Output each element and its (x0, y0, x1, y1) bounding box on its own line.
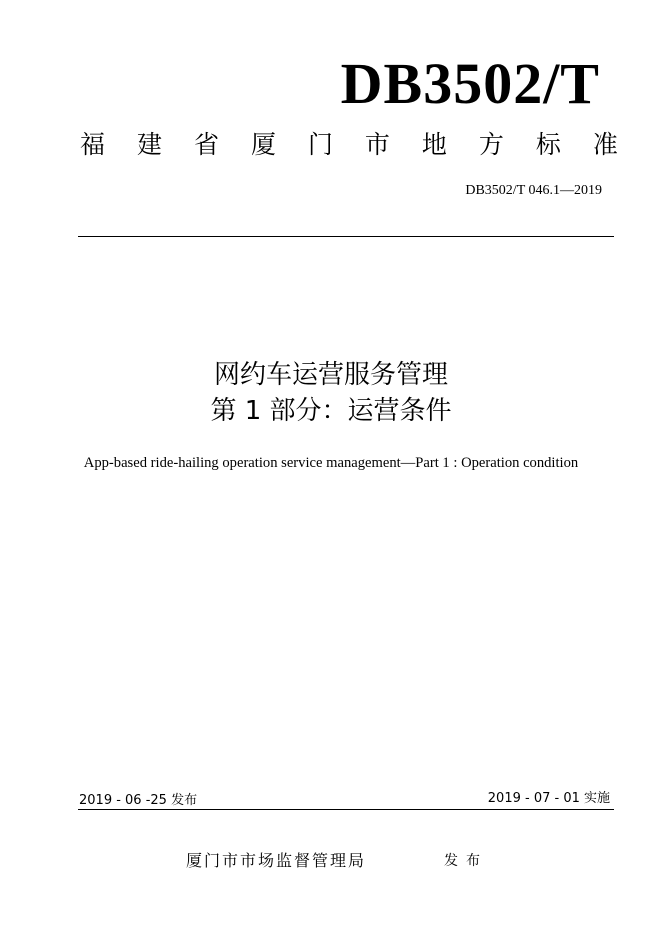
footer-divider (78, 809, 614, 810)
title-chinese-main: 网约车运营服务管理 (213, 360, 448, 390)
standard-code: DB3502/T (340, 51, 600, 116)
issue-date: 2019 - 06 -25 发布 (79, 793, 198, 808)
category-char: 福 (80, 130, 106, 159)
issue-action-label: 发布 (444, 853, 488, 869)
standard-category (80, 128, 618, 162)
category-char: 地 (421, 130, 447, 159)
issuing-authority: 厦门市市场监督管理局 (186, 851, 367, 870)
standard-number: DB3502/T 046.1—2019 (465, 183, 602, 198)
category-char: 方 (478, 130, 504, 159)
title-chinese-part: 第 1 部分：运营条件 (210, 396, 452, 426)
category-char: 门 (307, 130, 333, 159)
header-divider (78, 236, 614, 237)
category-char: 准 (592, 130, 618, 159)
category-char: 市 (364, 130, 390, 159)
category-char: 厦 (250, 130, 276, 159)
category-char: 建 (136, 130, 162, 159)
category-char: 省 (193, 130, 219, 159)
title-english: App-based ride-hailing operation service management—Part 1 : Operation condition (83, 455, 579, 471)
implementation-date: 2019 - 07 - 01 实施 (487, 791, 610, 806)
category-char: 标 (535, 130, 561, 159)
